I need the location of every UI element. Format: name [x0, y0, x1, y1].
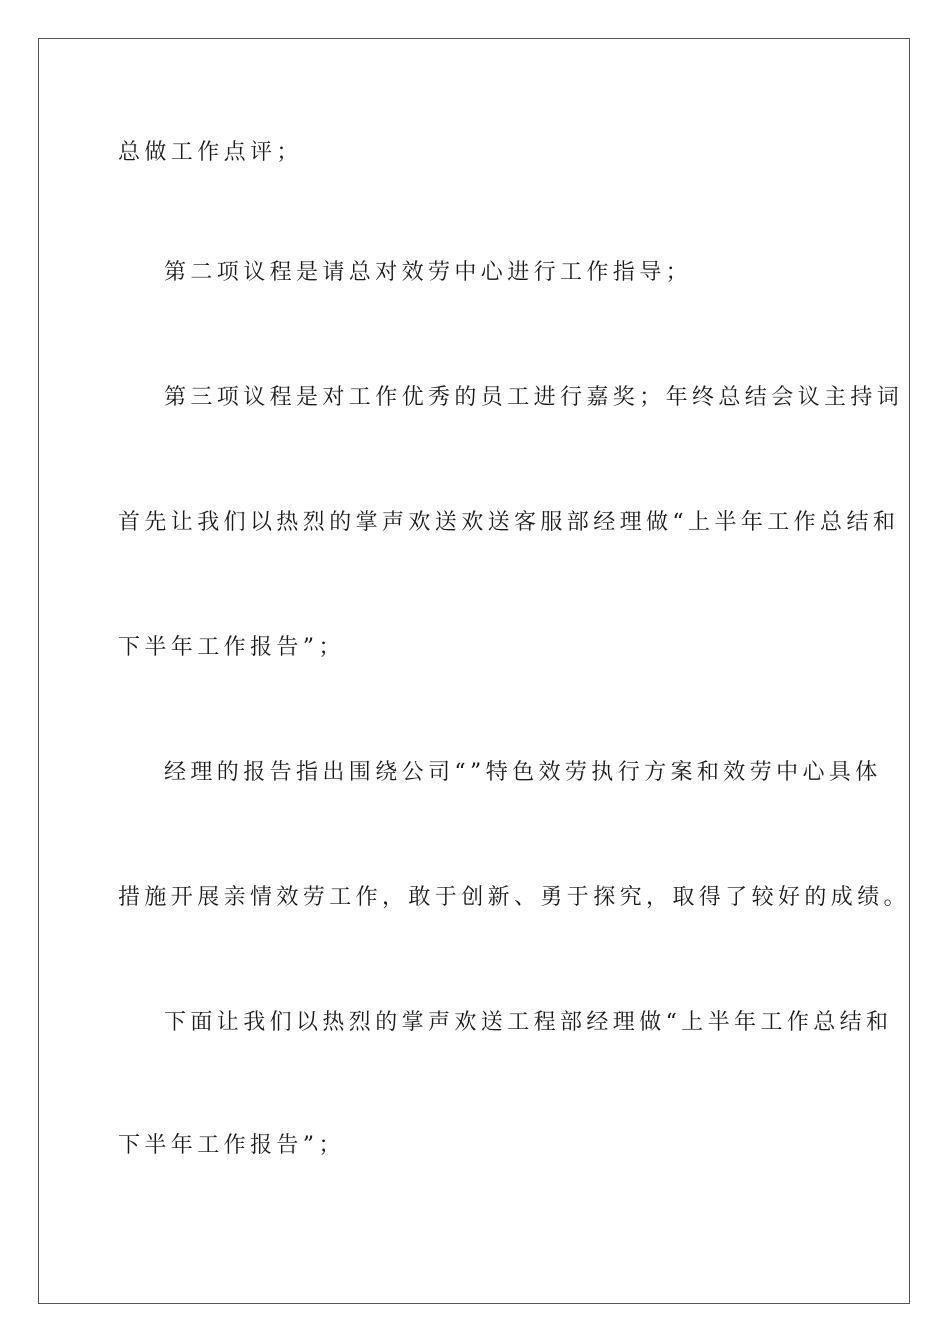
- paragraph-manager-report: 经理的报告指出围绕公司“”特色效劳执行方案和效劳中心具体: [164, 760, 882, 785]
- text-line: 总做工作点评；: [118, 140, 303, 165]
- text-line: 下半年工作报告”；: [118, 635, 345, 660]
- text-line: 措施开展亲情效劳工作，敢于创新、勇于探究，取得了较好的成绩。: [118, 885, 911, 910]
- text-line: 首先让我们以热烈的掌声欢送欢送客服部经理做“上半年工作总结和: [118, 510, 900, 535]
- paragraph-agenda-item-2: 第二项议程是请总对效劳中心进行工作指导；: [164, 260, 693, 285]
- paragraph-agenda-item-3: 第三项议程是对工作优秀的员工进行嘉奖；年终总结会议主持词: [164, 385, 904, 410]
- page-border: [38, 38, 910, 1304]
- paragraph-engineering-report: 下面让我们以热烈的掌声欢送工程部经理做“上半年工作总结和: [164, 1010, 893, 1035]
- text-line: 下半年工作报告”；: [118, 1133, 345, 1158]
